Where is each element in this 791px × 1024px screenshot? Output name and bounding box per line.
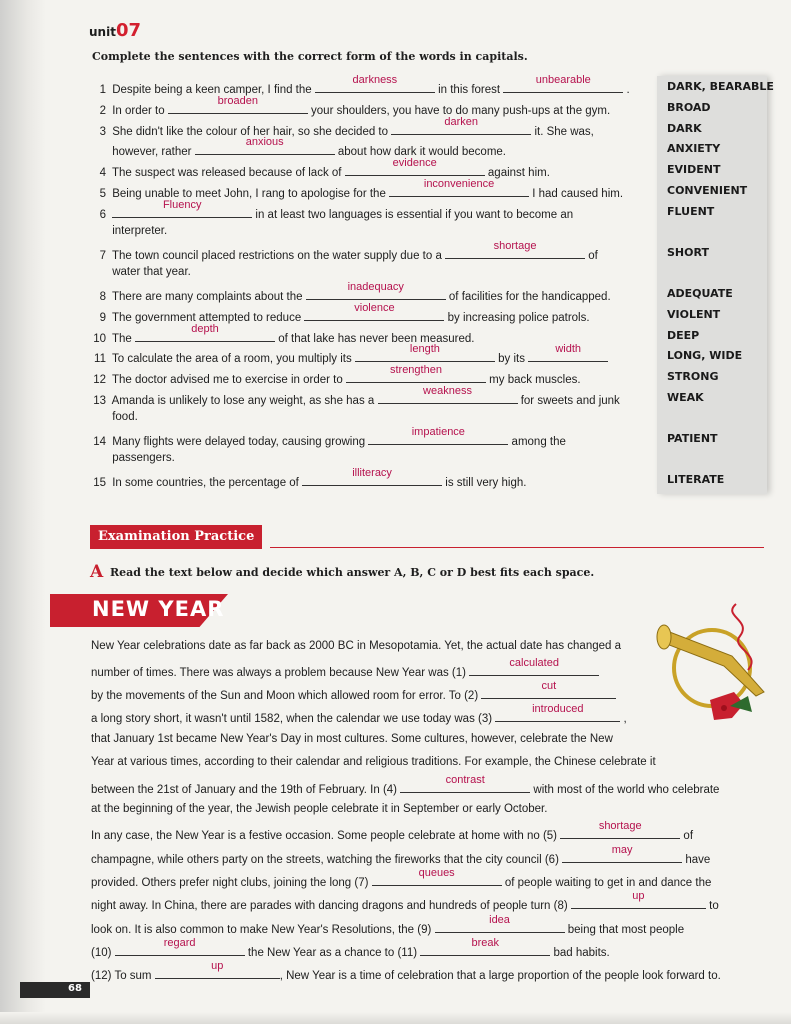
text-line — [91, 639, 621, 654]
item-number: 12 — [93, 374, 106, 386]
exercise-line — [92, 240, 598, 264]
text-segment: , New Year is a time of celebration that a large proportion of the people look forward to. — [279, 970, 721, 982]
unit-heading — [89, 20, 141, 41]
capital-word: ADEQUATE — [667, 287, 733, 300]
sentence-text: I had caused him. — [532, 188, 624, 200]
text-line — [91, 703, 627, 727]
exercise-line — [92, 116, 594, 140]
exercise-line — [92, 95, 611, 119]
answer-gap — [155, 960, 280, 979]
answer-gap — [378, 385, 518, 404]
text-segment: look on. It is also common to make New Year's Resolutions, the (9) — [91, 924, 432, 936]
capital-word: CONVENIENT — [667, 184, 748, 197]
text-line — [91, 960, 721, 984]
capital-word: EVIDENT — [667, 163, 721, 176]
text-line — [91, 802, 547, 817]
answer-gap — [495, 703, 620, 722]
text-segment: (12) To sum — [91, 970, 152, 982]
text-line — [91, 732, 613, 747]
unit-number: 07 — [115, 20, 141, 41]
handwritten-answer: darkness — [352, 74, 398, 86]
text-segment: night away. In China, there are parades with dancing dragons and hundreds of people turn (8) — [91, 900, 568, 912]
horn-wreath-illustration — [652, 596, 776, 738]
sentence-text: There are many complaints about the — [112, 291, 303, 303]
text-line — [91, 820, 694, 844]
sentence-text: water that year. — [112, 266, 191, 278]
answer-gap — [345, 157, 485, 176]
handwritten-answer: depth — [191, 323, 219, 335]
answer-gap — [562, 844, 682, 863]
text-line — [91, 755, 656, 770]
handwritten-answer: width — [555, 343, 581, 355]
handwritten-answer: cut — [541, 680, 557, 692]
handwritten-answer: may — [611, 844, 633, 856]
sentence-text: your shoulders, you have to do many push-ups at the gym. — [311, 105, 611, 117]
item-number: 5 — [99, 188, 106, 200]
exam-practice-banner: Examination Practice — [90, 525, 262, 549]
exercise-line — [92, 467, 527, 491]
handwritten-answer: regard — [163, 937, 196, 949]
text-segment: number of times. There was always a problem because New Year was (1) — [91, 667, 466, 679]
answer-gap — [571, 890, 706, 909]
answer-gap — [420, 937, 550, 956]
item-number: 9 — [99, 312, 106, 324]
handwritten-answer: introduced — [532, 703, 584, 715]
answer-gap — [195, 136, 335, 155]
text-segment: that January 1st became New Year's Day in most cultures. Some cultures, however, celebrate the New — [91, 733, 613, 745]
handwritten-answer: calculated — [509, 657, 559, 669]
handwritten-answer: illiteracy — [352, 467, 392, 479]
capital-word: SHORT — [667, 246, 709, 259]
sentence-text: by its — [498, 353, 525, 365]
handwritten-answer: broaden — [217, 95, 259, 107]
horn-bell — [657, 625, 671, 649]
sentence-text: Being unable to meet John, I rang to apologise for the — [112, 188, 386, 200]
answer-gap — [560, 820, 680, 839]
sentence-text: In some countries, the percentage of — [112, 477, 299, 489]
handwritten-answer: length — [409, 343, 440, 355]
page-number: 68 — [68, 983, 82, 994]
item-number: 8 — [99, 291, 106, 303]
item-number: 1 — [99, 84, 106, 96]
text-segment: to — [709, 900, 719, 912]
sentence-text: of facilities for the handicapped. — [448, 291, 611, 303]
answer-gap — [481, 680, 616, 699]
answer-gap — [372, 867, 502, 886]
handwritten-answer: up — [211, 960, 224, 972]
sentence-text: interpreter. — [112, 225, 168, 237]
capital-word: LONG, WIDE — [667, 349, 743, 362]
sentence-text: Amanda is unlikely to lose any weight, as she has a — [111, 395, 375, 407]
item-number: 10 — [93, 333, 106, 345]
exercise-line — [92, 451, 175, 466]
answer-gap — [469, 657, 599, 676]
exam-divider — [270, 547, 764, 548]
capital-word: DEEP — [667, 329, 700, 342]
exercise-instructions: Complete the sentences with the correct form of the words in capitals. — [92, 50, 528, 63]
sentence-text: by increasing police patrols. — [447, 312, 590, 324]
capital-word: PATIENT — [667, 432, 718, 445]
capital-word: WEAK — [667, 391, 704, 404]
sentence-text: The — [112, 333, 132, 345]
item-number: 3 — [99, 126, 106, 138]
sentence-text: passengers. — [112, 452, 175, 464]
capital-word: VIOLENT — [667, 308, 721, 321]
sentence-text: Many flights were delayed today, causing growing — [112, 436, 366, 448]
text-segment: (10) — [91, 947, 112, 959]
capital-word: BROAD — [667, 101, 711, 114]
handwritten-answer: evidence — [392, 157, 437, 169]
exercise-line — [92, 410, 138, 425]
handwritten-answer: queues — [418, 867, 455, 879]
text-segment: champagne, while others party on the streets, watching the fireworks that the city council (6) — [91, 854, 559, 866]
sentence-text: . — [626, 84, 630, 96]
exercise-line — [92, 385, 620, 409]
text-segment: at the beginning of the year, the Jewish people celebrate it in September or early October. — [91, 803, 548, 815]
sentence-text: my back muscles. — [489, 374, 581, 386]
sentence-text: in this forest — [438, 84, 501, 96]
text-line — [91, 774, 720, 798]
page-bottom-edge — [0, 1012, 791, 1024]
answer-gap — [435, 914, 565, 933]
answer-gap — [112, 199, 252, 218]
sentence-text: She didn't like the colour of her hair, so she decided to — [112, 126, 389, 138]
text-segment: the New Year as a chance to (11) — [247, 947, 418, 959]
handwritten-answer: shortage — [598, 820, 642, 832]
answer-gap — [315, 74, 435, 93]
text-segment: of — [683, 830, 694, 842]
text-segment: of people waiting to get in and dance the — [504, 877, 712, 889]
handwritten-answer: inadequacy — [347, 281, 404, 293]
item-number: 14 — [93, 436, 106, 448]
sentence-text: however, rather — [112, 146, 192, 158]
exercise-line — [92, 265, 191, 280]
text-segment: between the 21st of January and the 19th of February. In (4) — [91, 784, 398, 796]
answer-gap — [389, 178, 529, 197]
text-segment: have — [685, 854, 711, 866]
capital-word: DARK — [667, 122, 702, 135]
item-number: 2 — [99, 105, 106, 117]
sentence-text: The town council placed restrictions on the water supply due to a — [112, 250, 442, 262]
capital-word: STRONG — [667, 370, 719, 383]
item-number: 11 — [94, 353, 106, 365]
item-number: 15 — [93, 477, 106, 489]
text-segment: by the movements of the Sun and Moon which allowed room for error. To (2) — [91, 690, 479, 702]
handwritten-answer: inconvenience — [423, 178, 495, 190]
sentence-text: it. She was, — [534, 126, 594, 138]
text-segment: In any case, the New Year is a festive occasion. Some people celebrate at home with no (5) — [91, 830, 558, 842]
item-number: 6 — [99, 209, 106, 221]
text-segment: Year at various times, according to their calendar and religious traditions. For example, the Chinese celebrate it — [91, 756, 656, 768]
text-line — [91, 890, 719, 914]
handwritten-answer: break — [471, 937, 500, 949]
sentence-text: The doctor advised me to exercise in order to — [112, 374, 343, 386]
handwritten-answer: shortage — [493, 240, 537, 252]
sentence-text: food. — [112, 411, 138, 423]
sentence-text: against him. — [487, 167, 550, 179]
item-number: 7 — [99, 250, 106, 262]
page-binding-shadow — [0, 0, 46, 1024]
exercise-line — [92, 224, 167, 239]
sentence-text: In order to — [112, 105, 165, 117]
answer-gap — [346, 364, 486, 383]
item-number: 4 — [99, 167, 106, 179]
task-letter: A — [90, 562, 104, 582]
capital-word: FLUENT — [667, 205, 715, 218]
handwritten-answer: idea — [489, 914, 510, 926]
handwritten-answer: strengthen — [389, 364, 442, 376]
answer-gap — [302, 467, 442, 486]
text-segment: , — [623, 713, 627, 725]
capital-word: ANXIETY — [667, 142, 721, 155]
sentence-text: To calculate the area of a room, you multiply its — [112, 353, 352, 365]
text-segment: New Year celebrations date as far back as 2000 BC in Mesopotamia. Yet, the actual date has changed a — [91, 640, 621, 652]
handwritten-answer: unbearable — [535, 74, 591, 86]
answer-gap — [168, 95, 308, 114]
answer-gap — [135, 323, 275, 342]
handwritten-answer: violence — [354, 302, 395, 314]
answer-gap — [503, 74, 623, 93]
task-instructions: Read the text below and decide which answer A, B, C or D best fits each space. — [110, 566, 595, 579]
answer-gap — [528, 343, 608, 362]
handwritten-answer: anxious — [245, 136, 284, 148]
answer-gap — [445, 240, 585, 259]
handwritten-answer: up — [632, 890, 645, 902]
sentence-text: of — [588, 250, 598, 262]
sentence-text: about how dark it would become. — [337, 146, 507, 158]
capital-word: DARK, BEARABLE — [667, 80, 774, 93]
sentence-text: for sweets and junk — [520, 395, 620, 407]
unit-label: unit — [89, 25, 116, 39]
sentence-text: of that lake has never been measured. — [278, 333, 475, 345]
answer-gap — [306, 281, 446, 300]
text-segment: being that most people — [567, 924, 685, 936]
capital-word: LITERATE — [667, 473, 725, 486]
handwritten-answer: contrast — [445, 774, 485, 786]
handwritten-answer: weakness — [423, 385, 472, 397]
handwritten-answer: Fluency — [162, 199, 202, 211]
exercise-line — [92, 426, 566, 450]
sentence-text: Despite being a keen camper, I find the — [112, 84, 312, 96]
item-number: 13 — [93, 395, 106, 407]
answer-gap — [368, 426, 508, 445]
exercise-line — [92, 199, 574, 223]
answer-gap — [400, 774, 530, 793]
sentence-text: in at least two languages is essential if you want to become an — [255, 209, 574, 221]
handwritten-answer: impatience — [411, 426, 465, 438]
sentence-text: The suspect was released because of lack of — [112, 167, 342, 179]
text-segment: a long story short, it wasn't until 1582, when the calendar we use today was (3) — [91, 713, 493, 725]
answer-gap — [355, 343, 495, 362]
answer-gap — [115, 937, 245, 956]
text-segment: bad habits. — [553, 947, 610, 959]
answer-gap — [304, 302, 444, 321]
answer-gap — [391, 116, 531, 135]
sentence-text: is still very high. — [445, 477, 527, 489]
sentence-text: The government attempted to reduce — [112, 312, 302, 324]
holly-berry — [721, 705, 727, 711]
text-segment: provided. Others prefer night clubs, joining the long (7) — [91, 877, 369, 889]
sentence-text: among the — [511, 436, 566, 448]
text-segment: with most of the world who celebrate — [533, 784, 720, 796]
reading-title: NEW YEAR — [92, 597, 225, 621]
handwritten-answer: darken — [444, 116, 479, 128]
